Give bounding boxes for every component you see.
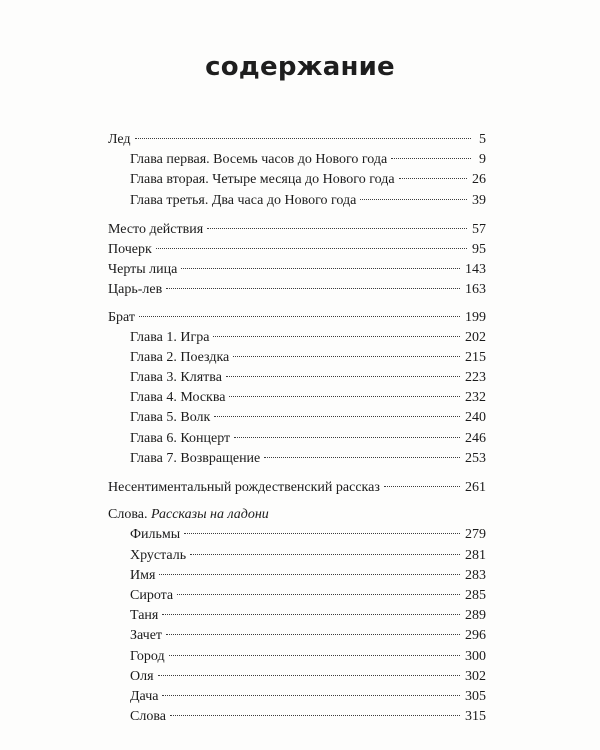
dot-leader xyxy=(214,416,460,417)
dot-leader xyxy=(170,715,460,716)
entry-title xyxy=(130,150,391,170)
entry-title-text: Глава 2. Поездка xyxy=(130,349,230,365)
page-number: 232 xyxy=(465,390,486,406)
page-number: 199 xyxy=(465,309,486,325)
toc-subentry xyxy=(108,626,486,646)
entry-title xyxy=(130,348,233,368)
toc-subentry xyxy=(108,566,486,586)
entry-title xyxy=(108,505,273,525)
page-number: 5 xyxy=(479,132,486,147)
entry-title xyxy=(108,220,207,240)
entry-title-text: Лед xyxy=(108,132,131,147)
page-number: 240 xyxy=(465,410,486,426)
toc-subentry xyxy=(108,586,486,606)
toc-subentry xyxy=(108,408,486,428)
entry-title xyxy=(108,260,181,280)
toc-entry xyxy=(108,308,486,328)
entry-title-text: Имя xyxy=(130,567,156,583)
page-number: 305 xyxy=(465,688,486,704)
entry-title-text: Брат xyxy=(108,309,136,325)
entry-title xyxy=(130,626,166,646)
toc-subentry xyxy=(108,606,486,626)
entry-title xyxy=(130,707,170,727)
page-number: 57 xyxy=(472,221,486,237)
entry-title-text: Черты лица xyxy=(108,262,178,278)
entry-title xyxy=(130,647,169,667)
entry-title-text: Глава вторая. Четыре месяца до Нового года xyxy=(130,172,395,188)
toc-subentry xyxy=(108,368,486,388)
entry-title xyxy=(130,368,226,388)
dot-leader xyxy=(384,486,460,487)
page-number: 9 xyxy=(479,152,486,168)
toc-section xyxy=(108,308,486,470)
toc-section xyxy=(108,220,486,301)
entry-title-text: Глава 4. Москва xyxy=(130,390,226,406)
entry-title xyxy=(108,308,139,328)
toc-entry xyxy=(108,280,486,300)
dot-leader xyxy=(159,574,460,575)
entry-title xyxy=(130,328,213,348)
entry-title-text: Глава 5. Волк xyxy=(130,410,211,426)
entry-title xyxy=(130,566,159,586)
page-number: 300 xyxy=(465,648,486,664)
dot-leader xyxy=(135,138,471,139)
entry-title xyxy=(130,525,184,545)
toc-entry xyxy=(108,260,486,280)
toc-subentry xyxy=(108,348,486,368)
dot-leader xyxy=(360,199,467,200)
page-number: 283 xyxy=(465,567,486,583)
entry-title xyxy=(108,478,384,498)
page-number: 279 xyxy=(465,527,486,543)
entry-title xyxy=(130,667,158,687)
page-number: 281 xyxy=(465,547,486,563)
entry-title xyxy=(130,191,360,211)
page-number: 39 xyxy=(472,192,486,208)
toc-subentry xyxy=(108,525,486,545)
page-heading: содержание xyxy=(205,52,395,82)
entry-title-text: Сирота xyxy=(130,587,174,603)
toc-section xyxy=(108,130,486,211)
page-number: 215 xyxy=(465,349,486,365)
toc-entry xyxy=(108,240,486,260)
toc-subentry xyxy=(108,707,486,727)
page-number: 285 xyxy=(465,587,486,603)
entry-title-text: Город xyxy=(130,648,165,664)
toc-section xyxy=(108,505,486,727)
toc-subentry xyxy=(108,191,486,211)
entry-title-text: Дача xyxy=(130,688,159,704)
entry-title-text: Глава 3. Клятва xyxy=(130,370,222,386)
page-number: 315 xyxy=(465,709,486,725)
entry-title xyxy=(130,546,190,566)
page-number: 202 xyxy=(465,329,486,345)
toc-subentry xyxy=(108,328,486,348)
entry-title-text: Слова. xyxy=(108,507,151,523)
page-number: 95 xyxy=(472,241,486,257)
dot-leader xyxy=(177,594,460,595)
page-number: 261 xyxy=(465,480,486,495)
entry-subtitle-italic: Рассказы на ладони xyxy=(150,507,269,523)
entry-title xyxy=(130,687,162,707)
dot-leader xyxy=(139,316,460,317)
dot-leader xyxy=(184,533,460,534)
page-number: 246 xyxy=(465,430,486,446)
entry-title xyxy=(108,240,156,260)
entry-title-text: Таня xyxy=(130,608,159,624)
dot-leader xyxy=(213,336,460,337)
dot-leader xyxy=(399,178,467,179)
entry-title-text: Фильмы xyxy=(130,527,181,543)
dot-leader xyxy=(264,457,460,458)
entry-title-text: Оля xyxy=(130,668,154,684)
entry-title-text: Глава 7. Возвращение xyxy=(130,450,261,466)
toc-entry xyxy=(108,478,486,498)
toc-subentry xyxy=(108,647,486,667)
entry-title xyxy=(130,449,264,469)
toc-subentry xyxy=(108,687,486,707)
entry-title xyxy=(130,429,234,449)
toc-entry xyxy=(108,130,486,150)
entry-title xyxy=(130,408,214,428)
entry-title-text: Несентиментальный рождественский рассказ xyxy=(108,480,380,495)
toc-subentry xyxy=(108,449,486,469)
toc-entry xyxy=(108,505,486,525)
page-number: 143 xyxy=(465,262,486,278)
page-number: 223 xyxy=(465,370,486,386)
entry-title-text: Слова xyxy=(130,709,166,725)
toc-subentry xyxy=(108,150,486,170)
entry-title-text: Царь-лев xyxy=(108,282,163,298)
dot-leader xyxy=(207,228,467,229)
entry-title xyxy=(130,606,162,626)
dot-leader xyxy=(162,614,460,615)
toc-entry xyxy=(108,220,486,240)
page-number: 302 xyxy=(465,668,486,684)
dot-leader xyxy=(156,248,467,249)
entry-title xyxy=(108,130,135,150)
toc-subentry xyxy=(108,388,486,408)
dot-leader xyxy=(233,356,460,357)
dot-leader xyxy=(181,268,460,269)
page-number: 253 xyxy=(465,450,486,466)
dot-leader xyxy=(166,634,460,635)
page-number: 163 xyxy=(465,282,486,298)
dot-leader xyxy=(158,675,460,676)
page-number: 26 xyxy=(472,172,486,188)
dot-leader xyxy=(169,655,460,656)
entry-title-text: Хрусталь xyxy=(130,547,187,563)
dot-leader xyxy=(162,695,460,696)
entry-title-text: Глава 6. Концерт xyxy=(130,430,231,446)
toc-section xyxy=(108,478,486,498)
dot-leader xyxy=(190,554,460,555)
toc-subentry xyxy=(108,170,486,190)
entry-title xyxy=(108,280,166,300)
entry-title-text: Почерк xyxy=(108,241,152,257)
dot-leader xyxy=(391,158,471,159)
entry-title-text: Глава третья. Два часа до Нового года xyxy=(130,192,357,208)
entry-title-text: Глава 1. Игра xyxy=(130,329,210,345)
page-number: 289 xyxy=(465,608,486,624)
dot-leader xyxy=(226,376,460,377)
page-number: 296 xyxy=(465,628,486,644)
toc-subentry xyxy=(108,546,486,566)
entry-title xyxy=(130,170,399,190)
toc-subentry xyxy=(108,667,486,687)
entry-title xyxy=(130,388,229,408)
entry-title-text: Место действия xyxy=(108,221,204,237)
entry-title-text: Зачет xyxy=(130,628,163,644)
entry-title-text: Глава первая. Восемь часов до Нового года xyxy=(130,152,388,168)
dot-leader xyxy=(229,396,460,397)
entry-title xyxy=(130,586,177,606)
dot-leader xyxy=(166,288,460,289)
toc-subentry xyxy=(108,429,486,449)
dot-leader xyxy=(234,437,460,438)
table-of-contents xyxy=(108,130,486,734)
